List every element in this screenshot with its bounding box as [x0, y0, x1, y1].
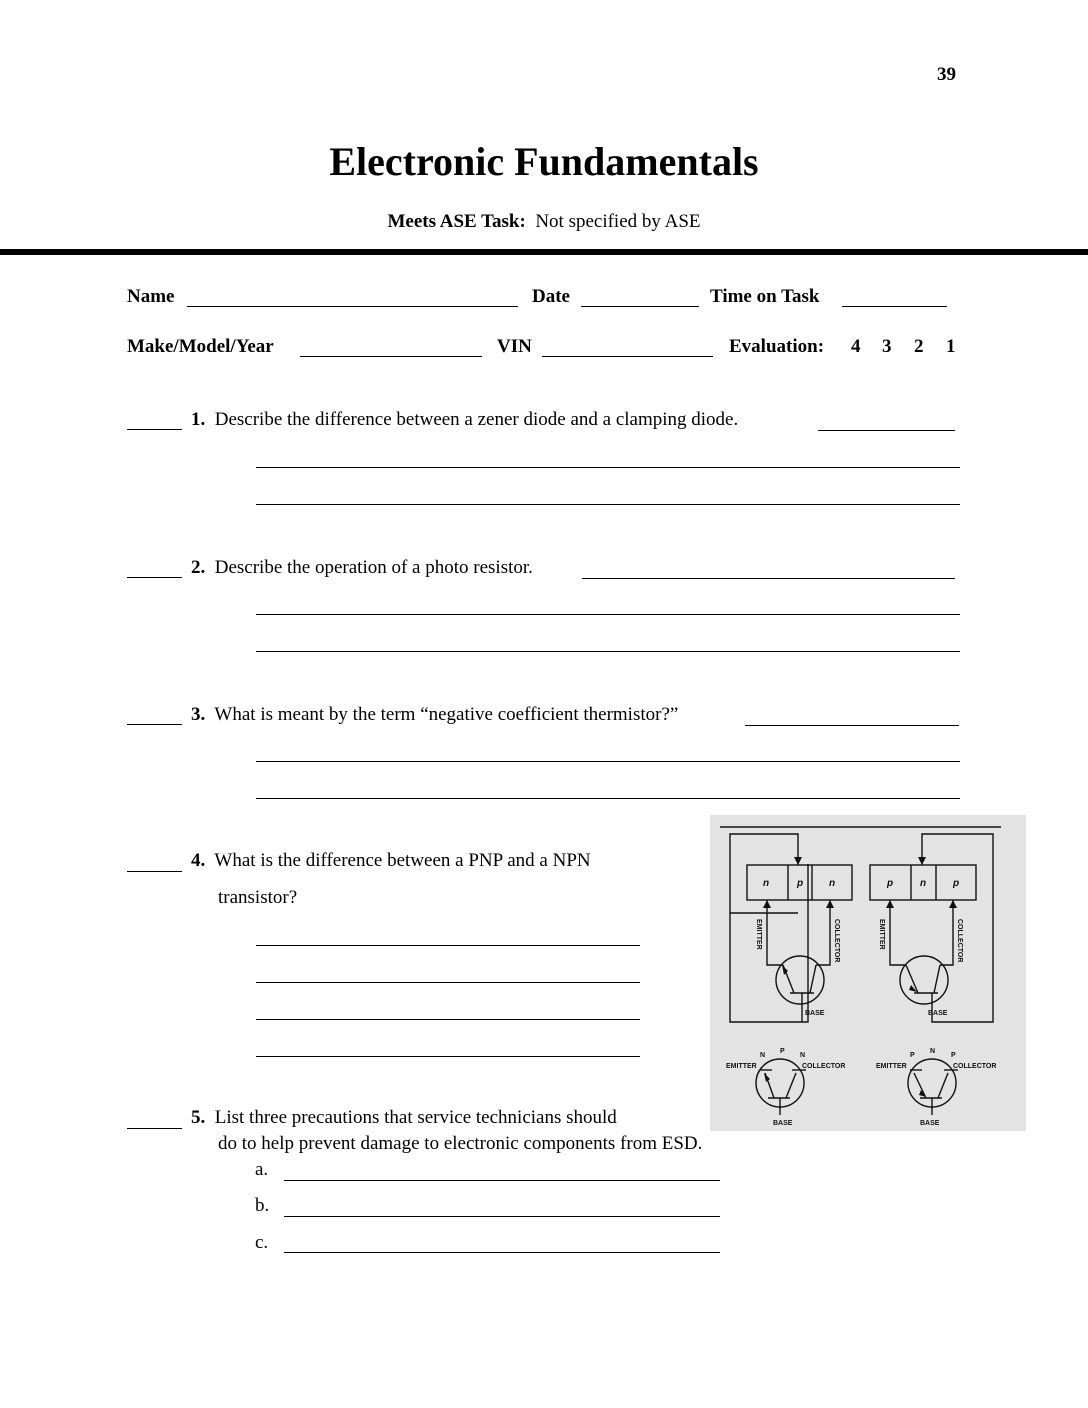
npn-emitter-arrow-icon	[763, 900, 771, 908]
pnp-symbol-collector-label: COLLECTOR	[953, 1063, 997, 1070]
q2-answer-line-1[interactable]	[582, 578, 955, 579]
q4-text-line-1: What is the difference between a PNP and a NPN	[214, 850, 591, 871]
q4-answer-line-1[interactable]	[256, 945, 640, 946]
q3-answer-line-2[interactable]	[256, 761, 960, 762]
transistor-diagram	[710, 815, 1026, 1131]
q2-number: 2.	[191, 557, 206, 578]
q5-item-b-line[interactable]	[284, 1216, 720, 1217]
make-model-year-label: Make/Model/Year	[127, 336, 274, 357]
q4-text-line-2: transistor?	[218, 887, 298, 908]
vin-field[interactable]	[542, 356, 713, 357]
pnp-emitter-arrow-icon	[886, 900, 894, 908]
time-on-task-field[interactable]	[842, 306, 947, 307]
npn-transistor-symbol	[776, 956, 824, 1004]
evaluation-score-3[interactable]: 3	[882, 336, 892, 357]
q1-text: Describe the difference between a zener diode and a clamping diode.	[214, 409, 739, 430]
q4-score-blank[interactable]	[127, 871, 182, 872]
q5-text-line-2: do to help prevent damage to electronic components from ESD.	[218, 1133, 703, 1154]
q4-answer-line-4[interactable]	[256, 1056, 640, 1057]
question-3	[191, 704, 678, 726]
pnp-collector-arrow-icon	[949, 900, 957, 908]
ase-task-line	[0, 211, 1088, 233]
pnp-symbol-letter-3: P	[951, 1052, 956, 1059]
q1-answer-line-3[interactable]	[256, 504, 960, 505]
npn-symbol-letter-3: N	[800, 1052, 806, 1059]
evaluation-score-2[interactable]: 2	[914, 336, 924, 357]
npn-symbol-base-label: BASE	[773, 1120, 793, 1127]
transistor-diagram-svg	[710, 815, 1026, 1131]
pnp-layer-3: p	[952, 878, 960, 889]
pnp-symbol-base-label: BASE	[920, 1120, 940, 1127]
q5-item-a-line[interactable]	[284, 1180, 720, 1181]
pnp-base-label: BASE	[928, 1010, 948, 1017]
pnp-base-arrow-icon	[918, 857, 926, 865]
q5-item-c-label: c.	[255, 1232, 269, 1253]
npn-emitter-symbol-arrow-icon	[782, 965, 788, 975]
q2-score-blank[interactable]	[127, 577, 182, 578]
page-title: Electronic Fundamentals	[329, 139, 759, 184]
question-2	[191, 557, 533, 579]
npn-symbol-emitter-label: EMITTER	[726, 1063, 757, 1070]
ase-task-value: Not specified by ASE	[535, 211, 701, 232]
date-field[interactable]	[581, 306, 699, 307]
q5-item-c-line[interactable]	[284, 1252, 720, 1253]
pnp-symbol-emitter-label: EMITTER	[876, 1063, 907, 1070]
npn-symbol-letter-2: P	[780, 1048, 785, 1055]
q3-answer-line-3[interactable]	[256, 798, 960, 799]
npn-collector-label: COLLECTOR	[833, 919, 840, 963]
q4-answer-line-2[interactable]	[256, 982, 640, 983]
q4-answer-line-3[interactable]	[256, 1019, 640, 1020]
q3-answer-line-1[interactable]	[745, 725, 959, 726]
npn-schematic-symbol	[756, 1059, 806, 1115]
question-5	[191, 1107, 617, 1129]
pnp-schematic-symbol	[908, 1059, 958, 1115]
npn-symbol-letter-1: N	[760, 1052, 766, 1059]
npn-symbol-collector-label: COLLECTOR	[802, 1063, 846, 1070]
question-4	[191, 850, 591, 872]
q5-item-b-label: b.	[255, 1195, 270, 1216]
evaluation-score-1[interactable]: 1	[946, 336, 956, 357]
q1-answer-line-2[interactable]	[256, 467, 960, 468]
q3-score-blank[interactable]	[127, 724, 182, 725]
q1-answer-line-1[interactable]	[818, 430, 955, 431]
ase-task-label: Meets ASE Task:	[387, 211, 526, 232]
q5-text-line-1: List three precautions that service technicians should	[214, 1107, 617, 1128]
pnp-emitter-label: EMITTER	[878, 919, 885, 950]
evaluation-label: Evaluation:	[729, 336, 825, 357]
pnp-layer-2: n	[919, 878, 927, 889]
question-1	[191, 409, 738, 431]
q2-answer-line-2[interactable]	[256, 614, 960, 615]
npn-layer-2: p	[796, 878, 804, 889]
q3-number: 3.	[191, 704, 206, 725]
npn-layer-3: n	[828, 878, 836, 889]
q2-answer-line-3[interactable]	[256, 651, 960, 652]
npn-base-label: BASE	[805, 1010, 825, 1017]
date-label: Date	[532, 286, 570, 307]
npn-base-arrow-icon	[794, 857, 802, 865]
pnp-layer-1: p	[886, 878, 894, 889]
q5-item-a-label: a.	[255, 1159, 269, 1180]
npn-layer-1: n	[762, 878, 770, 889]
vin-label: VIN	[497, 336, 532, 357]
q4-number: 4.	[191, 850, 206, 871]
q5-score-blank[interactable]	[127, 1128, 182, 1129]
header-divider	[0, 249, 1088, 255]
time-on-task-label: Time on Task	[710, 286, 820, 307]
q1-number: 1.	[191, 409, 206, 430]
pnp-collector-label: COLLECTOR	[956, 919, 963, 963]
npn-emitter-label: EMITTER	[755, 919, 762, 950]
q5-number: 5.	[191, 1107, 206, 1128]
evaluation-score-4[interactable]: 4	[851, 336, 861, 357]
q3-text: What is meant by the term “negative coefficient thermistor?”	[214, 704, 679, 725]
q1-score-blank[interactable]	[127, 429, 182, 430]
pnp-symbol-letter-1: P	[910, 1052, 915, 1059]
name-label: Name	[127, 286, 175, 307]
q2-text: Describe the operation of a photo resistor.	[214, 557, 533, 578]
npn-small-emitter-arrow-icon	[764, 1073, 770, 1082]
pnp-transistor-symbol	[900, 956, 948, 1004]
make-model-year-field[interactable]	[300, 356, 482, 357]
npn-collector-arrow-icon	[826, 900, 834, 908]
pnp-symbol-letter-2: N	[930, 1048, 936, 1055]
pnp-block-diagram	[870, 834, 993, 1022]
page-number: 39	[937, 64, 956, 85]
name-field[interactable]	[187, 306, 518, 307]
